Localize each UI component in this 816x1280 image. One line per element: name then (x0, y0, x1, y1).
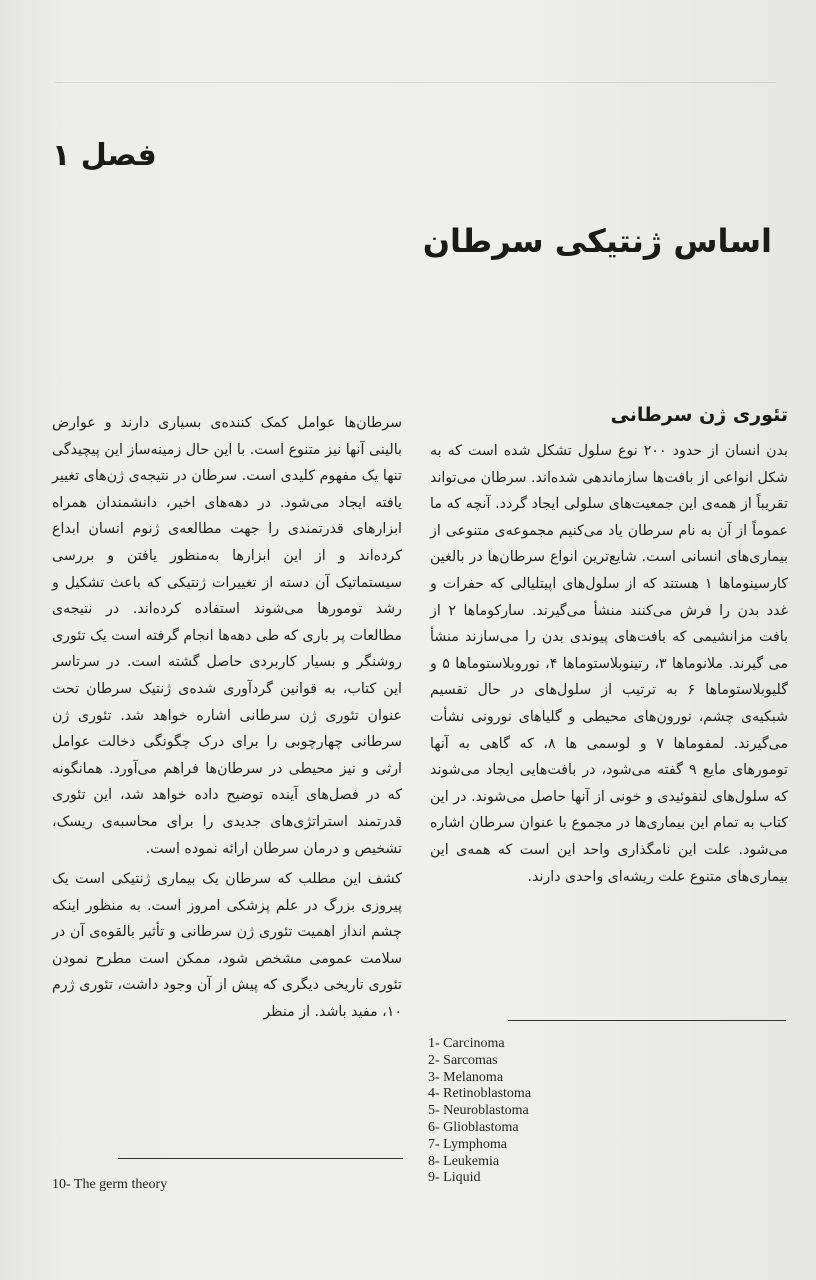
left-paragraph-1: سرطان‌ها عوامل کمک کننده‌ی بسیاری دارند و عوارض بالینی آنها نیز متنوع است. با این حال زمینه‌ساز این پیچیدگی تنها یک مفهوم کلیدی است. سرطان در نتیجه‌ی ژن‌های تغییر یافته ایجاد می‌شود. در دهه‌های اخیر، دانشمندان همراه ابزارهای قدرتمندی را جهت مطالعه‌ی ژنوم انسان ابداع کرده‌اند و از این ابزارها به‌منظور یافتن و بررسی سیستماتیک آن دسته از تغییرات ژنتیکی که باعث تشکیل و رشد تومورها می‌شوند استفاده کرده‌اند. در نتیجه‌ی مطالعات پر باری که طی دهه‌ها انجام گرفته است یک تئوری روشنگر و بسیار کاربردی حاصل گشته است. در سرتاسر این کتاب، به قوانین گردآوری شده‌ی ژنتیک سرطان تحت عنوان تئوری ژن سرطانی اشاره خواهد شد. تئوری ژن سرطانی چهارچوبی را برای درک چگونگی دخالت عوامل ارثی و نیز محیطی در سرطان‌ها فراهم می‌آورد. همانگونه که در فصل‌های آینده توضیح داده خواهد شد، این تئوری قدرتمند استراتژی‌های جدیدی را برای محاسبه‌ی ریسک، تشخیص و درمان سرطان ارائه نموده است. (52, 415, 402, 857)
footnote-item: 6- Glioblastoma (428, 1119, 519, 1135)
footnote-item: 9- Liquid (428, 1170, 481, 1186)
chapter-label: فصل ۱ (52, 138, 157, 173)
footnote-germ-theory: 10- The germ theory (52, 1177, 168, 1192)
chapter-title: اساس ژنتیکی سرطان (422, 222, 772, 260)
footnote-item: 4- Retinoblastoma (428, 1086, 532, 1102)
footnote-item: 5- Neuroblastoma (428, 1103, 529, 1119)
left-paragraph-2: کشف این مطلب که سرطان یک بیماری ژنتیکی است یک پیروزی بزرگ در علم پزشکی امروز است. به منظور اینکه چشم انداز اهمیت تئوری ژن سرطانی و تأثیر بالقوه‌ی آن در سلامت عمومی مشخص شود، ممکن است مطرح نمودن تئوری تاریخی دیگری که پیش از آن وجود داشت، تئوری ژرم ۱۰، مفید باشد. از منظر (52, 871, 402, 1021)
footnote-item: 8- Leukemia (428, 1153, 500, 1169)
footnote-divider-left (118, 1158, 403, 1159)
right-column (430, 438, 788, 890)
footnote-divider-right (508, 1020, 786, 1021)
footnote-item: 1- Carcinoma (428, 1036, 505, 1051)
footnote-item: 3- Melanoma (428, 1069, 504, 1085)
left-column (52, 410, 402, 1026)
footnote-list (428, 1036, 788, 1187)
section-heading: تئوری ژن سرطانی (610, 404, 788, 426)
footnote-item: 7- Lymphoma (428, 1136, 507, 1152)
right-paragraph-1: بدن انسان از حدود ۲۰۰ نوع سلول تشکل شده است که به شکل انواعی از بافت‌ها سازماندهی شده‌اند. سرطان می‌تواند تقریباً از همه‌ی این جمعیت‌های سلولی ایجاد گردد. آنچه که ما عموماً از آن به نام سرطان یاد می‌کنیم مجموعه‌ی متنوعی از بیماری‌های انسانی است. شایع‌ترین انواع سرطان‌ها در بالغین کارسینوماها ۱ هستند که از سلول‌های اپیتلیالی که حفرات و غدد بدن را فرش می‌کنند منشأ می‌گیرند. سارکوماها ۲ از بافت مزانشیمی که بافت‌های پیوندی بدن را می‌سازند منشأ می گیرند. ملانوماها ۳، رتینوبلاستوماها ۴، نوروبلاستوماها ۵ و گلیوبلاستوماها ۶ به ترتیب از سلول‌های در حال تقسیم شبکیه‌ی چشم، نورون‌های محیطی و گلیاهای نورونی نشأت می‌گیرند. لمفوماها ۷ و لوسمی ها ۸، که گاهی به آنها تومورهای مایع ۹ گفته می‌شود، در بافت‌هایی ایجاد می‌شوند که سلول‌های لنفوئیدی و خونی از آنها حاصل می‌شوند. در این کتاب به تمام این بیماری‌ها در مجموع با عنوان سرطان اشاره می‌شود. علت این نامگذاری واحد این است که همه‌ی این بیماری‌های متنوع علت ریشه‌ای واحدی دارند. (430, 443, 789, 885)
footnote-item: 2- Sarcomas (428, 1052, 498, 1068)
show-through-line (55, 82, 776, 83)
